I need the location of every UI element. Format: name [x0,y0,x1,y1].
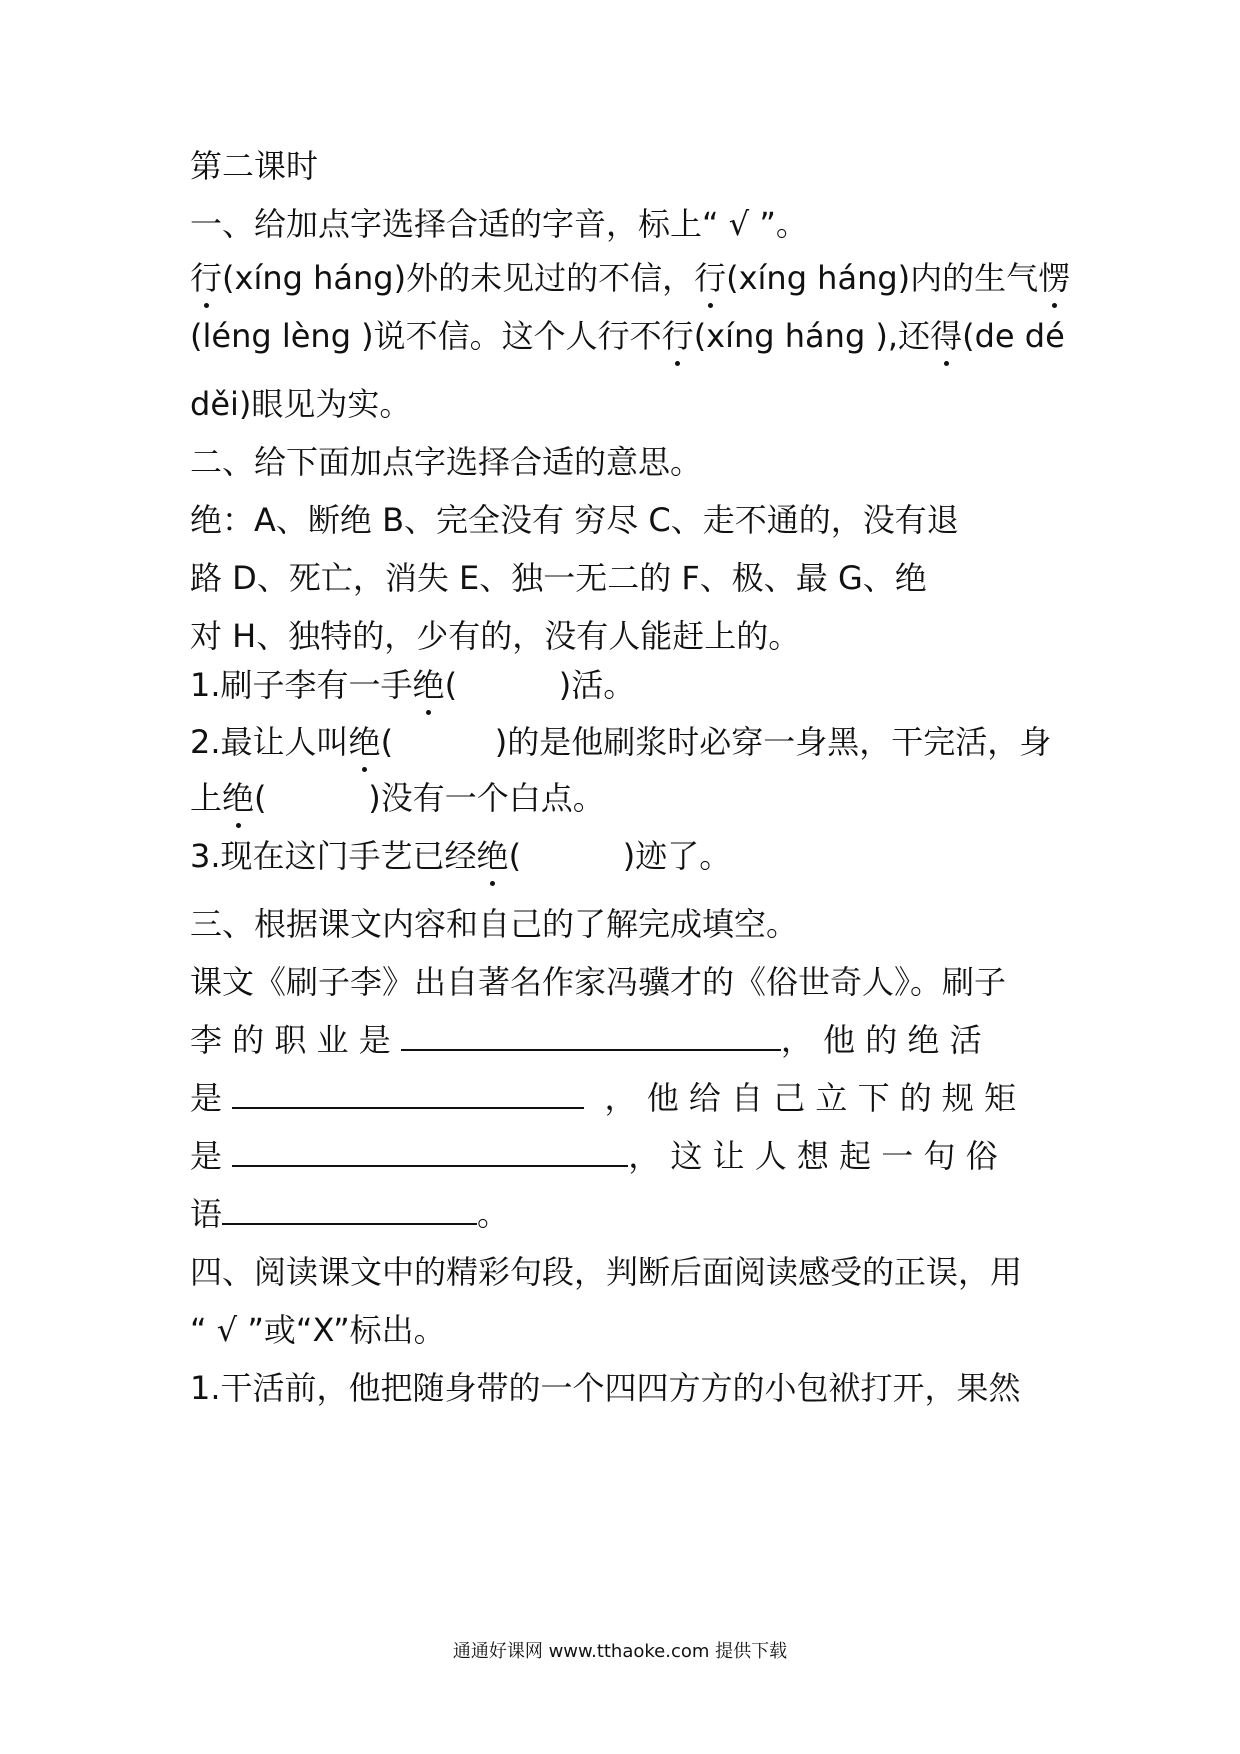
fill-blank-rule[interactable] [232,1137,628,1167]
q1-heading: 一、给加点字选择合适的字音，标上“ √ ”。 [190,205,808,243]
q4-item-1: 1.干活前，他把随身带的一个四四方方的小包袱打开，果然 [190,1369,1021,1407]
answer-paren[interactable]: ( )迹了。 [508,837,732,875]
q2-options-1: 绝：A、断绝 B、完全没有 穷尽 C、走不通的，没有退 [190,501,959,539]
q3-paragraph-1: 课文《刷子李》出自著名作家冯骥才的《俗世奇人》。刷子 [190,963,1007,1001]
q2-options-3: 对 H、独特的，少有的，没有人能赶上的。 [190,617,801,655]
q4-heading: 四、阅读课文中的精彩句段，判断后面阅读感受的正误，用 [190,1253,1023,1291]
dotted-char: 绝 [476,837,509,875]
q3-heading: 三、根据课文内容和自己的了解完成填空。 [190,905,799,943]
answer-paren[interactable]: ( )活。 [444,666,636,704]
answer-paren[interactable]: ( )的是他刷浆时必穿一身黑，干完活，身 [380,723,1052,761]
q2-options-2: 路 D、死亡，消失 E、独一无二的 F、极、最 G、绝 [190,559,927,597]
q1-line-1: 行(xíng háng)外的未见过的不信，行(xíng háng)内的生气愣 [190,259,1071,297]
dotted-char: 愣 [1038,259,1071,297]
dotted-char: 行 [694,259,727,297]
q4-heading-2: “ √ ”或“X”标出。 [190,1311,446,1349]
q3-paragraph-2: 李 的 职 业 是 ， 他 的 绝 活 [190,1021,982,1059]
q2-sentence-3: 上绝( )没有一个白点。 [190,779,605,817]
dotted-char: 行 [190,259,223,297]
answer-paren[interactable]: ( )没有一个白点。 [254,779,605,817]
q1-line-2: (léng lèng )说不信。这个人行不行(xíng háng ),还得(de dé [190,317,1065,355]
q3-paragraph-3: 是 ， 他 给 自 己 立 下 的 规 矩 [190,1079,1017,1117]
lesson-title: 第二课时 [190,147,319,185]
dotted-char: 得 [930,317,963,355]
dotted-char: 绝 [412,666,445,704]
q2-sentence-1: 1.刷子李有一手绝( )活。 [190,666,636,704]
q1-line-3: děi)眼见为实。 [190,385,412,423]
q2-sentence-2: 2.最让人叫绝( )的是他刷浆时必穿一身黑，干完活，身 [190,723,1052,761]
dotted-char: 行 [661,317,694,355]
q3-paragraph-5: 语 。 [190,1195,510,1233]
fill-blank-job[interactable] [401,1021,781,1051]
q2-sentence-4: 3.现在这门手艺已经绝( )迹了。 [190,837,732,875]
q2-heading: 二、给下面加点字选择合适的意思。 [190,443,703,481]
fill-blank-proverb[interactable] [222,1195,477,1225]
page-footer: 通通好课网 www.tthaoke.com 提供下载 [452,1641,788,1662]
fill-blank-skill[interactable] [232,1079,584,1109]
dotted-char: 绝 [348,723,381,761]
dotted-char: 绝 [222,779,255,817]
q3-paragraph-4: 是 ， 这 让 人 想 起 一 句 俗 [190,1137,998,1175]
